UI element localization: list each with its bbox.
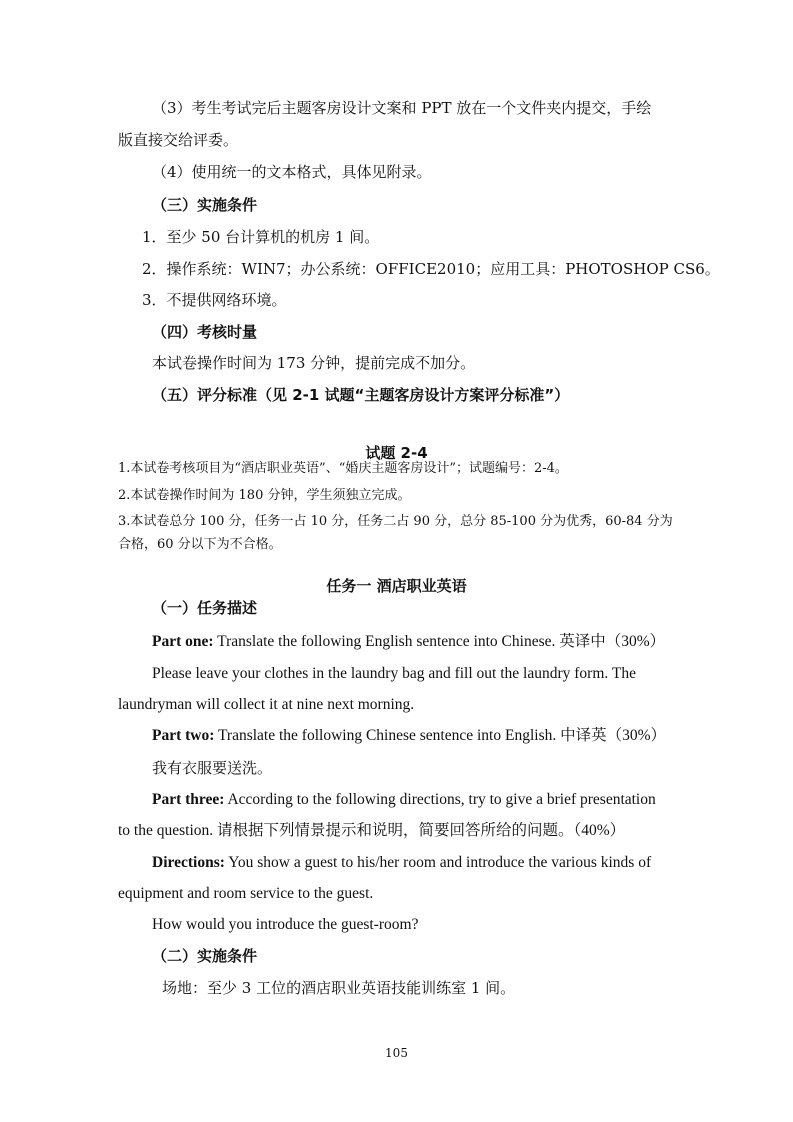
part-three-instruction: According to the following directions, try to give a brief presentation [224, 791, 656, 808]
heading-assessment-time: （四）考核时量 [152, 323, 258, 341]
part-three-line-2: to the question. 请根据下列情景提示和说明，简要回答所给的问题。（40%） [118, 822, 626, 839]
part-two-sentence: 我有衣服要送洗。 [152, 759, 273, 777]
exam-title: 试题 2-4 [365, 444, 428, 462]
condition-3: 3．不提供网络环境。 [142, 291, 287, 309]
exam-note-3-line-1: 3.本试卷总分 100 分，任务一占 10 分，任务二占 90 分，总分 85-100 分为优秀，60-84 分为 [118, 514, 673, 529]
item-3-line-1: （3）考生考试完后主题客房设计文案和 PPT 放在一个文件夹内提交，手绘 [152, 99, 652, 117]
part-three-line [152, 790, 656, 810]
heading-task-description: （一）任务描述 [152, 599, 258, 617]
part-one-label: Part one: [152, 633, 214, 650]
condition-1: 1．至少 50 台计算机的机房 1 间。 [142, 228, 380, 246]
item-4: （4）使用统一的文本格式，具体见附录。 [152, 163, 432, 181]
question: How would you introduce the guest-room? [152, 916, 419, 933]
directions-line-2: equipment and room service to the guest. [118, 885, 374, 902]
venue-text: 场地：至少 3 工位的酒店职业英语技能训练室 1 间。 [162, 979, 516, 997]
exam-note-3-line-2: 合格，60 分以下为不合格。 [118, 537, 282, 552]
part-three-label: Part three: [152, 791, 225, 808]
heading-scoring-criteria: （五）评分标准（见 2-1 试题“主题客房设计方案评分标准”） [152, 386, 570, 404]
directions-line [152, 853, 651, 873]
part-one-instruction: Translate the following English sentence into Chinese. 英译中（30%） [213, 633, 666, 650]
exam-note-2: 2.本试卷操作时间为 180 分钟，学生须独立完成。 [118, 488, 411, 503]
directions-label: Directions: [152, 854, 225, 871]
heading-task-conditions: （二）实施条件 [152, 947, 258, 965]
part-one-line [152, 632, 665, 652]
heading-implementation-conditions: （三）实施条件 [152, 196, 258, 214]
part-two-line [152, 726, 666, 746]
assessment-time-text: 本试卷操作时间为 173 分钟，提前完成不加分。 [152, 354, 476, 372]
part-two-instruction: Translate the following Chinese sentence into English. 中译英（30%） [214, 727, 667, 744]
task-1-title: 任务一 酒店职业英语 [326, 577, 467, 595]
part-one-sentence-line-1: Please leave your clothes in the laundry bag and fill out the laundry form. The [152, 665, 636, 682]
item-3-line-2: 版直接交给评委。 [118, 131, 239, 149]
exam-note-1: 1.本试卷考核项目为“酒店职业英语”、“婚庆主题客房设计”；试题编号：2-4。 [118, 461, 568, 476]
condition-2: 2．操作系统：WIN7；办公系统：OFFICE2010；应用工具：PHOTOSHOP CS6。 [142, 260, 720, 278]
part-two-label: Part two: [152, 727, 215, 744]
page-number: 105 [385, 1046, 408, 1060]
directions-text: You show a guest to his/her room and introduce the various kinds of [224, 854, 652, 871]
part-one-sentence-line-2: laundryman will collect it at nine next morning. [118, 696, 415, 713]
